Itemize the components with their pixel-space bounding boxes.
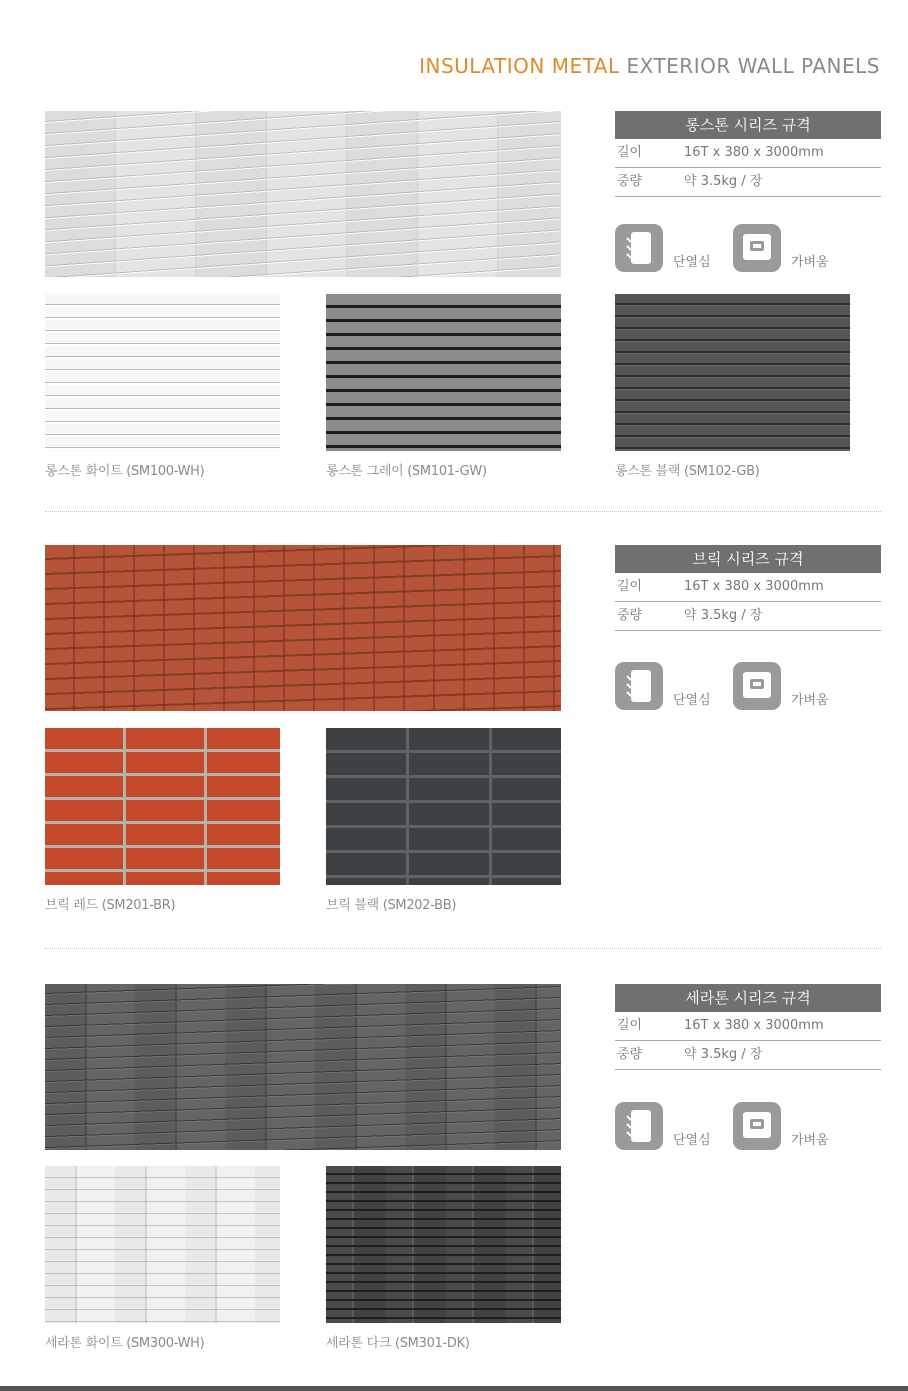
- brick-spec-table: [615, 545, 881, 631]
- feature-insulation: [615, 662, 711, 710]
- feature-label: 단열심: [673, 693, 711, 708]
- insulation-icon: [615, 662, 663, 710]
- bottom-border: [0, 1386, 908, 1391]
- longstone-spec-table: [615, 111, 881, 197]
- spec-value: 약 3.5kg / 장: [684, 608, 763, 623]
- spec-row-length: [615, 139, 881, 168]
- thumb-caption: 브릭 레드 (SM201-BR): [45, 898, 176, 913]
- section-divider: [45, 948, 881, 949]
- feature-insulation: [615, 1102, 711, 1150]
- feature-label: 가벼움: [791, 693, 829, 708]
- spec-value: 16T x 380 x 3000mm: [684, 145, 824, 160]
- feature-lightweight: [733, 1102, 829, 1150]
- feature-label: 가벼움: [791, 1133, 829, 1148]
- insulation-icon: [615, 224, 663, 272]
- spec-value: 약 3.5kg / 장: [684, 174, 763, 189]
- feature-lightweight: [733, 224, 829, 272]
- feature-label: 단열심: [673, 255, 711, 270]
- spec-row-weight: [615, 168, 881, 197]
- thumb-caption: 롱스톤 블랙 (SM102-GB): [615, 464, 760, 479]
- longstone-main-image: [45, 111, 561, 277]
- spec-key: 길이: [617, 1018, 643, 1033]
- lightweight-icon: [733, 662, 781, 710]
- spec-row-weight: [615, 1041, 881, 1070]
- lightweight-icon: [733, 224, 781, 272]
- spec-value: 약 3.5kg / 장: [684, 1047, 763, 1062]
- spec-title: 세라톤 시리즈 규격: [615, 984, 881, 1012]
- ceraton-spec-table: [615, 984, 881, 1070]
- spec-key: 중량: [617, 608, 643, 623]
- ceraton-white-image: [45, 1166, 280, 1323]
- spec-title: 롱스톤 시리즈 규격: [615, 111, 881, 139]
- spec-row-length: [615, 1012, 881, 1041]
- title-accent: INSULATION METAL: [419, 54, 620, 78]
- spec-key: 길이: [617, 145, 643, 160]
- insulation-icon: [615, 1102, 663, 1150]
- page-title: [419, 54, 880, 78]
- spec-row-weight: [615, 602, 881, 631]
- lightweight-icon: [733, 1102, 781, 1150]
- title-rest: EXTERIOR WALL PANELS: [619, 54, 880, 78]
- longstone-black-image: [615, 294, 850, 451]
- brick-red-image: [45, 728, 280, 885]
- brick-black-image: [326, 728, 561, 885]
- thumb-caption: 브릭 블랙 (SM202-BB): [326, 898, 457, 913]
- feature-lightweight: [733, 662, 829, 710]
- brick-main-image: [45, 545, 561, 711]
- feature-insulation: [615, 224, 711, 272]
- ceraton-dark-image: [326, 1166, 561, 1323]
- thumb-caption: 롱스톤 화이트 (SM100-WH): [45, 464, 205, 479]
- spec-key: 중량: [617, 1047, 643, 1062]
- spec-row-length: [615, 573, 881, 602]
- ceraton-main-image: [45, 984, 561, 1150]
- spec-key: 길이: [617, 579, 643, 594]
- longstone-gray-image: [326, 294, 561, 451]
- spec-value: 16T x 380 x 3000mm: [684, 579, 824, 594]
- spec-title: 브릭 시리즈 규격: [615, 545, 881, 573]
- longstone-white-image: [45, 294, 280, 451]
- thumb-caption: 세라톤 다크 (SM301-DK): [326, 1336, 470, 1351]
- section-divider: [45, 511, 881, 512]
- feature-label: 가벼움: [791, 255, 829, 270]
- spec-value: 16T x 380 x 3000mm: [684, 1018, 824, 1033]
- spec-key: 중량: [617, 174, 643, 189]
- thumb-caption: 세라톤 화이트 (SM300-WH): [45, 1336, 205, 1351]
- thumb-caption: 롱스톤 그레이 (SM101-GW): [326, 464, 487, 479]
- feature-label: 단열심: [673, 1133, 711, 1148]
